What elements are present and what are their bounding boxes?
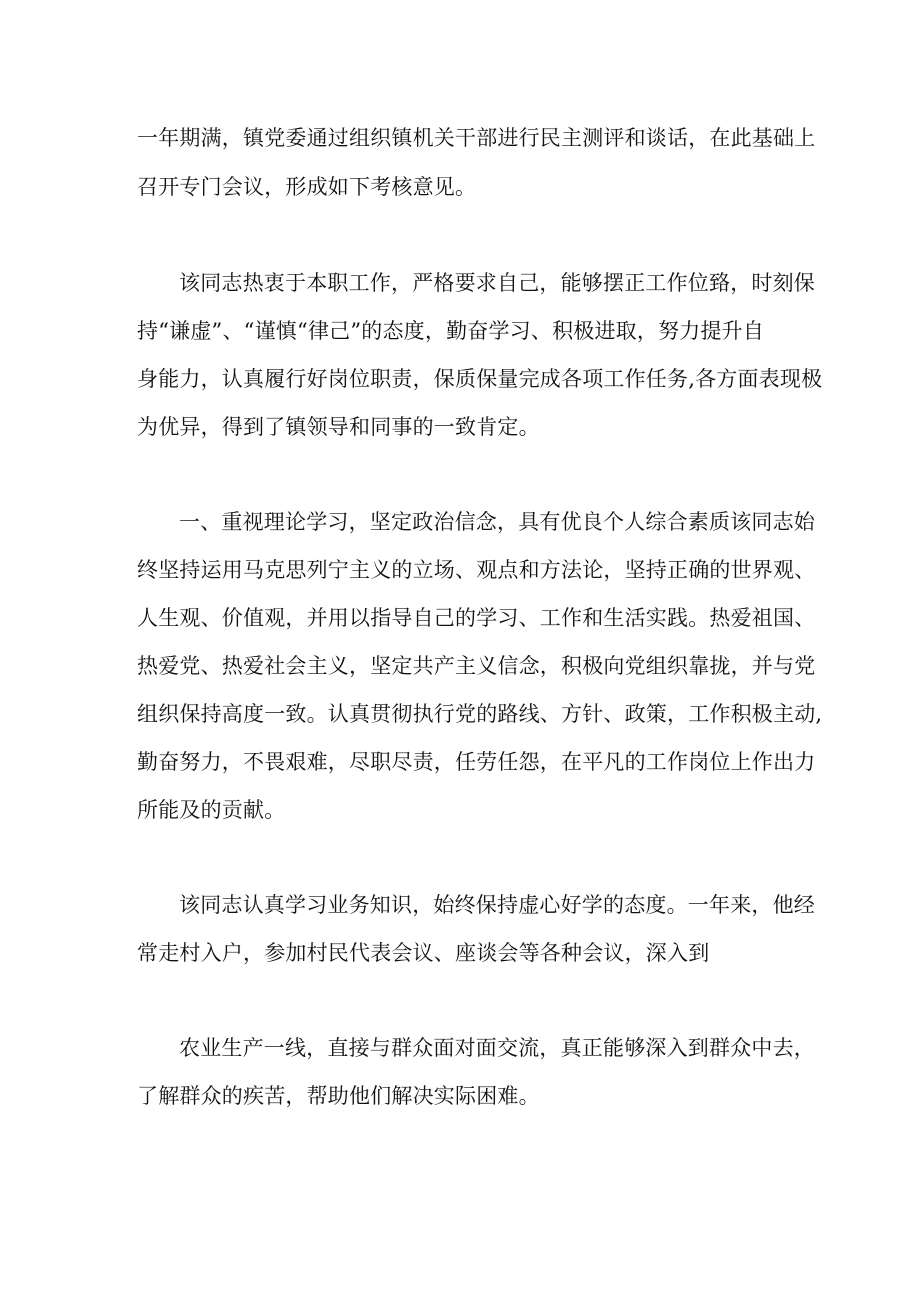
paragraph-3-line-6: 勤奋努力，不畏艰难，尽职尽责，任劳任怨，在平凡的工作岗位上作出力 bbox=[137, 750, 816, 774]
paragraph-5-line-1: 农业生产一线，直接与群众面对面交流，真正能够深入到群众中去， bbox=[179, 1036, 815, 1060]
paragraph-3-line-5: 组织保持高度一致。认真贯彻执行党的路线、方针、政策，工作积极主动, bbox=[137, 702, 823, 726]
paragraph-2-line-1: 该同志热衷于本职工作，严格要求自己，能够摆正工作位臵，时刻保 bbox=[179, 271, 815, 295]
paragraph-3-line-1: 一、重视理论学习，坚定政治信念，具有优良个人综合素质该同志始 bbox=[179, 510, 815, 534]
paragraph-1-line-1: 一年期满，镇党委通过组织镇机关干部进行民主测评和谈话，在此基础上 bbox=[137, 126, 816, 150]
paragraph-2-line-3: 身能力，认真履行好岗位职责，保质保量完成各项工作任务,各方面表现极 bbox=[137, 367, 823, 391]
paragraph-2-line-4: 为优异，得到了镇领导和同事的一致肯定。 bbox=[137, 415, 540, 439]
paragraph-3-line-2: 终坚持运用马克思列宁主义的立场、观点和方法论，坚持正确的世界观、 bbox=[137, 558, 816, 582]
paragraph-5-line-2: 了解群众的疾苦，帮助他们解决实际困难。 bbox=[137, 1084, 540, 1108]
paragraph-4-line-1: 该同志认真学习业务知识，始终保持虚心好学的态度。一年来，他经 bbox=[179, 893, 815, 917]
paragraph-3-line-7: 所能及的贡献。 bbox=[137, 798, 286, 822]
paragraph-3-line-3: 人生观、价值观，并用以指导自己的学习、工作和生活实践。热爱祖国、 bbox=[137, 606, 816, 630]
paragraph-1-line-2: 召开专门会议，形成如下考核意见。 bbox=[137, 175, 477, 199]
paragraph-4-line-2: 常走村入户，参加村民代表会议、座谈会等各种会议，深入到 bbox=[137, 941, 710, 965]
paragraph-3-line-4: 热爱党、热爱社会主义，坚定共产主义信念，积极向党组织靠拢，并与党 bbox=[137, 654, 816, 678]
paragraph-2-line-2: 持“谦虚”、“谨慎“律己”的态度，勤奋学习、积极进取，努力提升自 bbox=[137, 319, 765, 343]
